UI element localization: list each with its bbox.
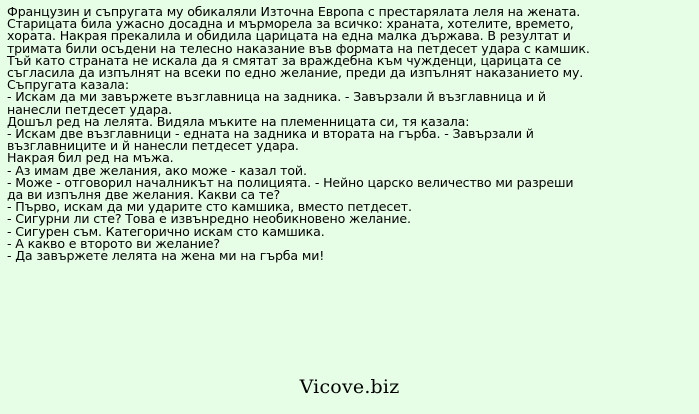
site-footer: Vicove.biz	[299, 376, 400, 398]
text-line: - Сигурни ли сте? Това е извънредно необикновено желание.	[7, 211, 411, 227]
text-line: - Да завържете лелята на жена ми на гърба ми!	[7, 248, 325, 264]
text-line: Тъй като страната не искала да я смятат за враждебна към чужденци, царицата се	[7, 52, 562, 68]
joke-text	[7, 6, 693, 262]
text-line: Съпругата казала:	[7, 77, 129, 93]
text-line: - Първо, искам да ми ударите сто камшика, вместо петдесет.	[7, 199, 412, 215]
text-line: Дошъл ред на лелята. Видяла мъките на племенницата си, тя казала:	[7, 113, 470, 129]
text-line: да ви изпълня две желания. Какви са те?	[7, 187, 281, 203]
text-line: Накрая бил ред на мъжа.	[7, 150, 174, 166]
text-line: - Може - отговорил началникът на полицията. - Нейно царско величество ми разреши	[7, 174, 574, 190]
text-line: Французин и съпругата му обикаляли Източна Европа с престарялата леля на жената.	[7, 4, 581, 19]
text-line: - Аз имам две желания, ако може - казал той.	[7, 162, 307, 178]
text-line: хората. Накрая прекалила и обидила царицата на една малка държава. В резултат и	[7, 28, 571, 44]
text-line: - А какво е второто ви желание?	[7, 235, 220, 251]
text-line: възглавниците и й нанесли петдесет удара.	[7, 138, 299, 154]
text-line: - Искам да ми завържете възглавница на задника. - Завързали й възглавница и й	[7, 89, 546, 105]
text-line: Старицата била ужасно досадна и мърморела за всичко: храната, хотелите, времето,	[7, 16, 574, 32]
text-line: тримата били осъдени на телесно наказание във формата на петдесет удара с камшик.	[7, 40, 590, 56]
text-line: - Искам две възглавници - едната на задника и втората на гърба. - Завързали й	[7, 126, 534, 142]
text-line: - Сигурен съм. Категорично искам сто камшика.	[7, 223, 325, 239]
text-line: нанесли петдесет удара.	[7, 101, 173, 117]
text-line: съгласила да изпълнят на всеки по едно желание, преди да изпълнят наказанието му.	[7, 65, 584, 81]
